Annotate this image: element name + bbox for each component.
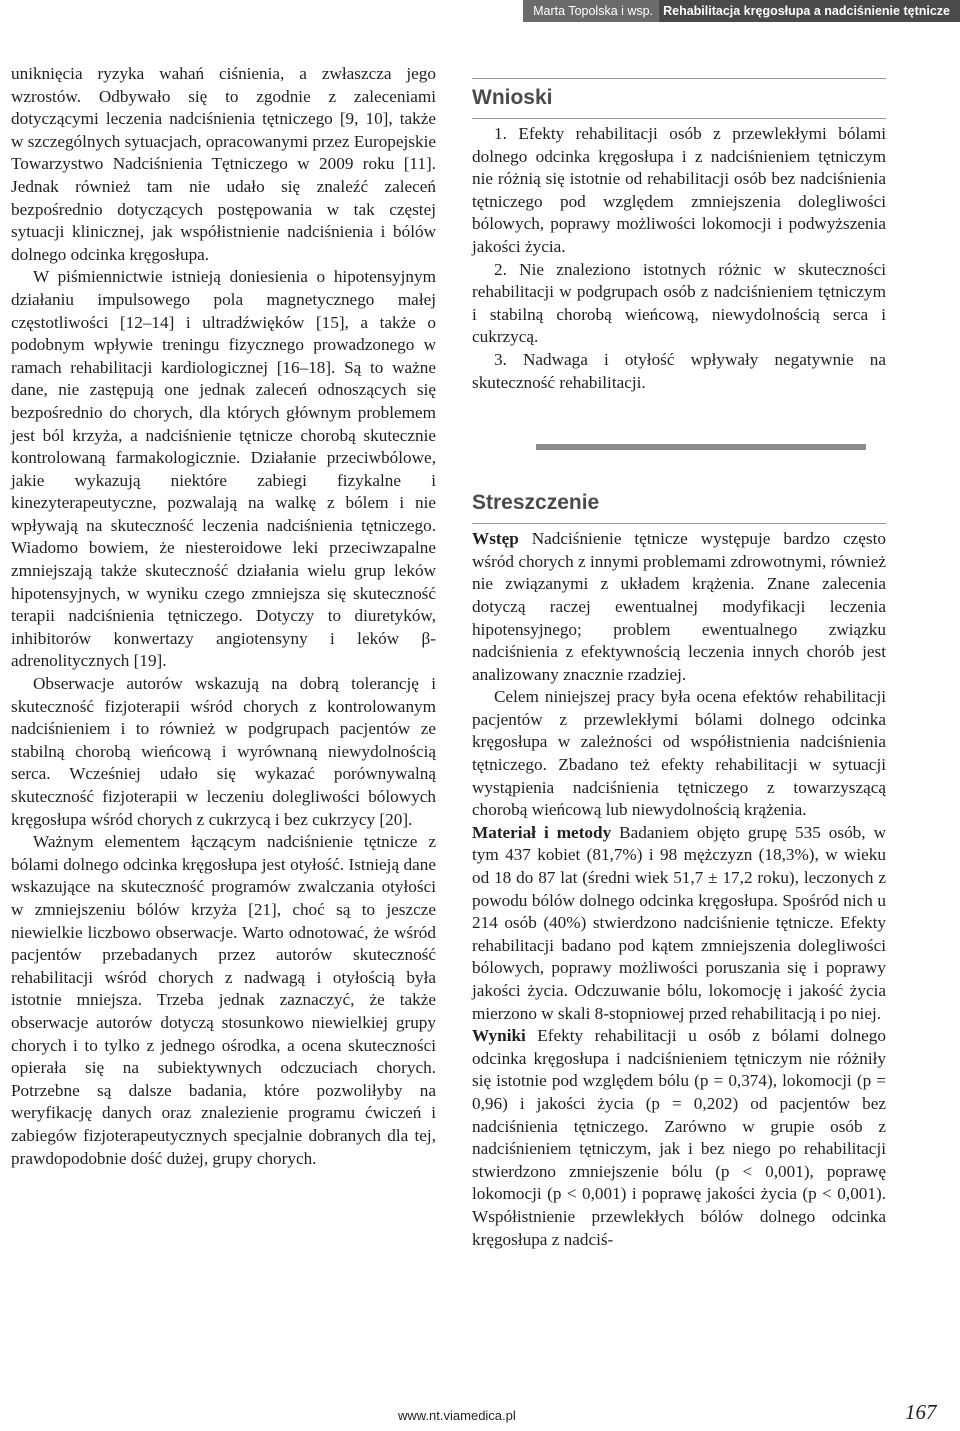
conclusions-heading-rule <box>472 118 886 119</box>
header-authors: Marta Topolska i wsp. <box>523 0 659 22</box>
running-header <box>523 0 960 22</box>
conclusions-top-rule <box>472 78 886 79</box>
abstract-intro <box>472 528 886 686</box>
abstract-results <box>472 1025 886 1251</box>
body-paragraph: Ważnym elementem łączącym nadciśnienie tętnicze z bólami dolnego odcinka kręgosłupa jest otyłość. Istnieją dane wskazujące na skuteczność programów zwalczania otyłości w zmniejszeniu bólów krzyża [21], choć są to jeszcze niewielkie liczbowo obserwacje. Warto odnotować, że wśród pacjentów przebadanych przez autorów skuteczność rehabilitacji wśród chorych z nadwagą i otyłością była istotnie mniejsza. Trzeba jednak zaznaczyć, że także obserwacje autorów dotyczą stosunkowo niewielkiej grupy chorych i to tylko z jednego ośrodka, a ocena skuteczności opierała się na subiektywnych odczuciach chorych. Potrzebne są dalsze badania, które pozwoliłyby na weryfikację danych oraz znalezienie programu ćwiczeń i zabiegów fizjoterapeutycznych specjalnie dobranych dla tej, prawdopodobnie dość dużej, grupy chorych. <box>11 832 436 1168</box>
abstract-heading: Streszczenie <box>472 491 600 515</box>
abstract-aim: Celem niniejszej pracy była ocena efektów rehabilitacji pacjentów z przewlekłymi bólami dolnego odcinka kręgosłupa w zależności od współistnienia nadciśnienia tętniczego. Zbadano też efekty rehabilitacji w sytuacji wystąpienia nadciśnienia tętniczego z towarzyszącą chorobą wieńcową lub niewydolnością krążenia. <box>472 687 886 820</box>
abstract-methods <box>472 822 886 1025</box>
conclusions-heading: Wnioski <box>472 86 553 109</box>
abstract-intro-label: Wstęp <box>472 529 519 549</box>
abstract-results-text: Efekty rehabilitacji u osób z bólami dolnego odcinka kręgosłupa i nadciśnieniem tętniczym nie różniły się istotnie pod względem bólu (p = 0,374), lokomocji (p = 0,96) i jakości życia (p = 0,202) od pacjentów bez nadciśnienia tętniczego. Zarówno w grupie osób z nadciśnieniem tętniczym, jak i bez niego po rehabilitacji stwierdzono zmniejszenie bólu (p < 0,001), poprawę lokomocji (p < 0,001) i poprawę jakości życia (p < 0,001). Współistnienie przewlekłych bólów dolnego odcinka kręgosłupa z nadciś- <box>472 1026 886 1249</box>
body-paragraph: Obserwacje autorów wskazują na dobrą tolerancję i skuteczność fizjoterapii wśród chorych z kontrolowanym nadciśnieniem i to również w podgrupach pacjentów ze stabilną chorobą wieńcową i wyrównaną niewydolnością serca. Wcześniej udało się wykazać porównywalną skuteczność fizjoterapii w leczeniu dolegliwości bólowych kręgosłupa wśród chorych z cukrzycą i bez cukrzycy [20]. <box>11 674 436 829</box>
conclusion-item: 2. Nie znaleziono istotnych różnic w skuteczności rehabilitacji w podgrupach osób z nadciśnieniem tętniczym i stabilną chorobą wieńcową, niewydolnością serca i cukrzycą. <box>472 259 886 347</box>
abstract-results-label: Wyniki <box>472 1026 526 1046</box>
body-paragraph: uniknięcia ryzyka wahań ciśnienia, a zwłaszcza jego wzrostów. Odbywało się to zgodnie z zaleceniami dotyczącymi leczenia nadciśnienia tętniczego [9, 10], także w szczególnych sytuacjach, opracowanymi przez Europejskie Towarzystwo Nadciśnienia Tętniczego w 2009 roku [11]. Jednak również tam nie udało się znaleźć zaleceń bezpośrednio dotyczących postępowania w tak częstej sytuacji klinicznej, jak współistnienie nadciśnienia i bólów dolnego odcinka kręgosłupa. <box>11 64 436 264</box>
body-paragraph: W piśmiennictwie istnieją doniesienia o hipotensyjnym działaniu impulsowego pola magnetycznego małej częstotliwości [12–14] i ultradźwięków [15], a także o podobnym wpływie treningu fizycznego prowadzonego w ramach rehabilitacji kardiologicznej [16–18]. Są to ważne dane, nie zastępują one jednak zaleceń odnoszących się bezpośrednio do chorych, dla których głównym problemem jest ból krzyża, a nadciśnienie tętnicze chorobą skutecznie kontrolowaną farmakologicznie. Działanie przeciwbólowe, jakie wykazują niektóre zabiegi fizykalne i kinezyterapeutyczne, pozwalają na walkę z bólem i nie wpływają na skuteczność leczenia nadciśnienia tętniczego. Wiadomo bowiem, że niesteroidowe leki przeciwzapalne zmniejszają także skuteczność działania wielu grup leków hipotensyjnych, w wyniku czego zmniejsza się skuteczność terapii nadciśnienia tętniczego. Dotyczy to diuretyków, inhibitorów konwertazy angiotensyny i leków β-adrenolitycznych [19]. <box>11 267 436 671</box>
abstract-methods-text: Badaniem objęto grupę 535 osób, w tym 437 kobiet (81,7%) i 98 mężczyzn (18,3%), w wieku od 18 do 87 lat (średni wiek 51,7 ± 17,2 roku), leczonych z powodu bólów dolnego odcinka kręgosłupa. Spośród nich u 214 osób (40%) stwierdzono nadciśnienie tętnicze. Efekty rehabilitacji badano pod kątem zmniejszenia dolegliwości bólowych, poprawy możliwości poruszania się i poprawy jakości życia. Odczuwanie bólu, lokomocję i jakość życia mierzono w skali 8-stopniowej przed rehabilitacją i po niej. <box>472 822 886 1023</box>
footer-url: www.nt.viamedica.pl <box>398 1408 516 1423</box>
abstract-methods-label: Materiał i metody <box>472 822 612 842</box>
left-column <box>11 63 436 1170</box>
right-column <box>472 63 886 1251</box>
section-divider <box>536 444 866 450</box>
conclusion-item: 1. Efekty rehabilitacji osób z przewlekłymi bólami dolnego odcinka kręgosłupa i z nadciśnieniem tętniczym nie różnią się istotnie od rehabilitacji osób bez nadciśnienia tętniczego pod względem zmniejszenia dolegliwości bólowych, poprawy możliwości lokomocji i podwyższenia jakości życia. <box>472 124 886 256</box>
conclusion-item: 3. Nadwaga i otyłość wpływały negatywnie na skuteczność rehabilitacji. <box>472 349 886 392</box>
abstract-intro-text: Nadciśnienie tętnicze występuje bardzo często wśród chorych z innymi problemami zdrowotnymi, również nie związanymi z układem krążenia. Znane zalecenia dotyczą raczej ewentualnej modyfikacji leczenia hipotensyjnego; problem ewentualnego związku nadciśnienia z efektywnością leczenia innych chorób jest analizowany znacznie rzadziej. <box>472 529 886 684</box>
abstract-heading-rule <box>472 523 886 524</box>
header-title: Rehabilitacja kręgosłupa a nadciśnienie tętnicze <box>659 0 960 22</box>
page-number: 167 <box>905 1400 937 1424</box>
